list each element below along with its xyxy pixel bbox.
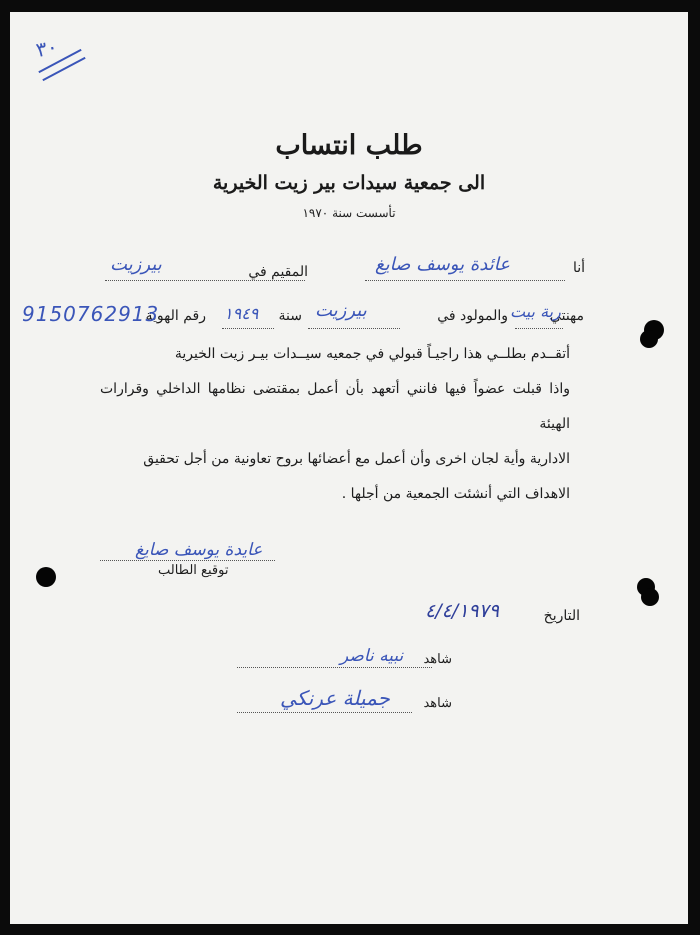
paragraph-line: واذا قبلت عضواً فيها فانني أتعهد بأن أعمل بمقتضى نظامها الداخلي وقرارات الهيئة xyxy=(100,381,570,432)
organization-name: الى جمعية سيدات بير زيت الخيرية xyxy=(212,172,486,194)
date-value: ٤/٤/١٩٧٩ xyxy=(425,600,500,622)
resident-label: المقيم في xyxy=(248,264,308,280)
signature-label: توقيع الطالب xyxy=(158,563,229,578)
witness2-label: شاهد xyxy=(423,696,452,711)
witness1-line xyxy=(237,667,432,668)
archive-number: ٣٠ xyxy=(33,34,60,62)
date-label: التاريخ xyxy=(543,608,580,624)
name-value: عائدة يوسف صايغ xyxy=(375,254,510,275)
year-label: سنة xyxy=(278,308,302,324)
witness1-label: شاهد xyxy=(423,652,452,667)
profession-label: مهنتي xyxy=(549,308,584,324)
applicant-signature: عايدة يوسف صايغ xyxy=(135,540,263,560)
punch-hole xyxy=(640,330,658,348)
witness1-signature: نبيه ناصر xyxy=(340,646,404,666)
witness2-line xyxy=(237,712,412,713)
profession-value: ربة بيت xyxy=(510,302,561,321)
year-line xyxy=(222,328,274,329)
witness2-signature: جميلة عرنكي xyxy=(280,686,390,710)
punch-hole xyxy=(641,588,659,606)
paragraph-line: أتقــدم بطلــي هذا راجيـاً قبولي في جمعيه سيــدات بيـر زيت الخيرية xyxy=(174,346,570,362)
id-label: رقم الهوية xyxy=(145,308,206,324)
resident-line xyxy=(105,280,305,281)
punch-hole xyxy=(36,567,56,587)
id-number-value: 9150762913 xyxy=(22,302,160,326)
born-line xyxy=(308,328,400,329)
document-page xyxy=(10,12,688,924)
born-value: بيرزيت xyxy=(315,300,367,321)
founded-note: تأسست سنة ١٩٧٠ xyxy=(302,206,396,220)
form-title: طلب انتساب xyxy=(275,130,423,161)
declaration-paragraph xyxy=(100,337,570,512)
born-label: والمولود في xyxy=(437,308,508,324)
ana-label: أنا xyxy=(572,260,585,276)
mark-stroke xyxy=(42,57,85,81)
year-value: ١٩٤٩ xyxy=(224,304,259,323)
resident-value: بيرزيت xyxy=(110,254,162,275)
profession-line xyxy=(515,328,563,329)
signature-line xyxy=(100,560,275,561)
name-line xyxy=(365,280,565,281)
paragraph-line: الاهداف التي أنشئت الجمعية من أجلها . xyxy=(341,486,570,502)
paragraph-line: الادارية وأية لجان اخرى وأن أعمل مع أعضائها بروح تعاونية من أجل تحقيق xyxy=(143,451,570,467)
